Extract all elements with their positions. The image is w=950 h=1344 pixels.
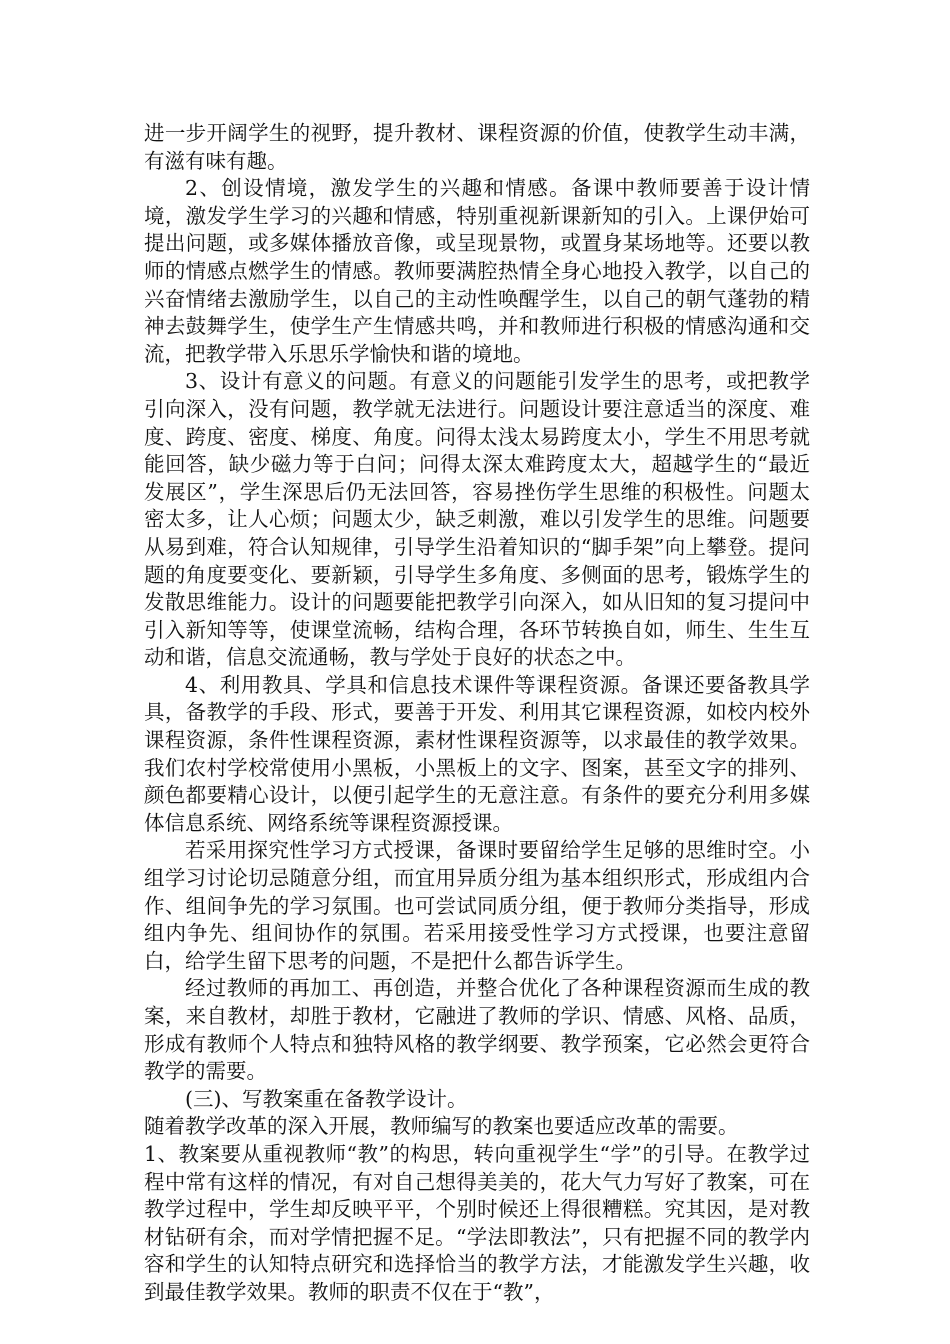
section-heading: (三)、写教案重在备教学设计。 [185, 1086, 468, 1111]
paragraph: 3、设计有意义的问题。有意义的问题能引发学生的思考，或把教学引向深入，没有问题，教学就无法进行。问题设计要注意适当的深度、难度、跨度、密度、梯度、角度。问得太浅太易跨度太小，学生不用思考就能回答，缺少磁力等于白问；问得太深太难跨度太大，超越学生的“最近发展区”，学生深思后仍无法回答，容易挫伤学生思维的积极性。问题太密太多，让人心烦；问题太少，缺乏刺激，难以引发学生的思维。问题要从易到难，符合认知规律，引导学生沿着知识的“脚手架”向上攀登。提问题的角度要变化、要新颖，引导学生多角度、多侧面的思考，锻炼学生的发散思维能力。设计的问题要能把教学引向深入，如从旧知的复习提问中引入新知等等，使课堂流畅，结构合理，各环节转换自如，师生、生生互动和谐，信息交流通畅，教与学处于良好的状态之中。 [144, 369, 810, 670]
paragraph: 1、教案要从重视教师“教”的构思，转向重视学生“学”的引导。在教学过程中常有这样的情况，有对自己想得美美的，花大气力写好了教案，可在教学过程中，学生却反映平平，个别时候还上得很糟糕。究其因，是对教材钻研有余，而对学情把握不足。“学法即教法”，只有把握不同的教学内容和学生的认知特点研究和选择恰当的教学方法，才能激发学生兴趣，收到最佳教学效果。教师的职责不仅在于“教”， [144, 1141, 810, 1304]
paragraph: 经过教师的再加工、再创造，并整合优化了各种课程资源而生成的教案，来自教材，却胜于教材，它融进了教师的学识、情感、风格、品质，形成有教师个人特点和独特风格的教学纲要、教学预案，它必然会更符合教学的需要。 [144, 976, 810, 1084]
paragraph: 进一步开阔学生的视野，提升教材、课程资源的价值，使教学生动丰满，有滋有味有趣。 [144, 121, 810, 173]
paragraph: 随着教学改革的深入开展，教师编写的教案也要适应改革的需要。 [144, 1114, 739, 1139]
paragraph: 2、创设情境，激发学生的兴趣和情感。备课中教师要善于设计情境，激发学生学习的兴趣和情感，特别重视新课新知的引入。上课伊始可提出问题，或多媒体播放音像，或呈现景物，或置身某场地等。还要以教师的情感点燃学生的情感。教师要满腔热情全身心地投入教学，以自己的兴奋情绪去激励学生，以自己的主动性唤醒学生，以自己的朝气蓬勃的精神去鼓舞学生，使学生产生情感共鸣，并和教师进行积极的情感沟通和交流，把教学带入乐思乐学愉快和谐的境地。 [144, 176, 810, 366]
document-body [144, 120, 810, 1307]
paragraph: 若采用探究性学习方式授课，备课时要留给学生足够的思维时空。小组学习讨论切忌随意分组，而宜用异质分组为基本组织形式，形成组内合作、组间争先的学习氛围。也可尝试同质分组，便于教师分类指导，形成组内争先、组间协作的氛围。若采用接受性学习方式授课，也要注意留白，给学生留下思考的问题，不是把什么都告诉学生。 [144, 838, 810, 973]
paragraph: 4、利用教具、学具和信息技术课件等课程资源。备课还要备教具学具，备教学的手段、形式，要善于开发、利用其它课程资源，如校内校外课程资源，条件性课程资源，素材性课程资源等，以求最佳的教学效果。我们农村学校常使用小黑板，小黑板上的文字、图案，甚至文字的排列、颜色都要精心设计，以便引起学生的无意注意。有条件的要充分利用多媒体信息系统、网络系统等课程资源授课。 [144, 672, 810, 835]
